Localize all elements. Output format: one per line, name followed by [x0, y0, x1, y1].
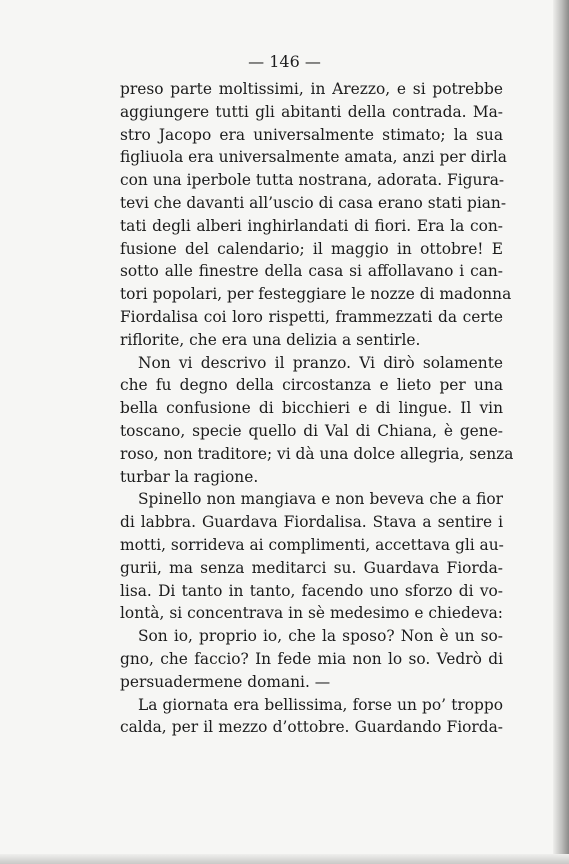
text-line: Fiordalisa coi loro rispetti, frammezzati da certe: [120, 307, 503, 326]
body-text: [120, 78, 514, 739]
text-line: sotto alle finestre della casa si affollavano i can-: [120, 262, 503, 281]
text-line: toscano, specie quello di Val di Chiana, è gene-: [120, 421, 503, 440]
text-line: bella confusione di bicchieri e di lingue. Il vin: [120, 399, 503, 418]
text-line: roso, non traditore; vi dà una dolce allegria, senza: [120, 444, 514, 463]
text-line: calda, per il mezzo d’ottobre. Guardando Fiorda-: [120, 718, 503, 737]
text-line: fusione del calendario; il maggio in ottobre! E: [120, 239, 503, 258]
text-line: Son io, proprio io, che la sposo? Non è un so-: [138, 627, 503, 646]
text-line: La giornata era bellissima, forse un po’ troppo: [138, 695, 503, 714]
text-line: lontà, si concentrava in sè medesimo e chiedeva:: [120, 604, 503, 623]
text-line: gurii, ma senza meditarci su. Guardava Fiorda-: [120, 558, 503, 577]
text-line: che fu degno della circostanza e lieto per una: [120, 376, 503, 395]
text-line: stro Jacopo era universalmente stimato; la sua: [120, 125, 503, 144]
text-line: Non vi descrivo il pranzo. Vi dirò solamente: [138, 353, 503, 372]
page-number: — 146 —: [248, 52, 321, 71]
text-line: persuadermene domani. —: [120, 672, 331, 691]
text-line: aggiungere tutti gli abitanti della contrada. Ma-: [120, 102, 503, 121]
text-line: turbar la ragione.: [120, 467, 259, 486]
text-line: motti, sorrideva ai complimenti, accettava gli au-: [120, 535, 504, 554]
text-line: lisa. Di tanto in tanto, facendo uno sforzo di vo-: [120, 581, 503, 600]
page-bottom-edge: [0, 854, 569, 864]
text-line: preso parte moltissimi, in Arezzo, e si potrebbe: [120, 80, 503, 98]
text-line: con una iperbole tutta nostrana, adorata. Figura-: [120, 171, 505, 190]
text-line: tori popolari, per festeggiare le nozze di madonna: [120, 285, 512, 304]
text-line: di labbra. Guardava Fiordalisa. Stava a sentire i: [120, 513, 503, 532]
text-line: figliuola era universalmente amata, anzi per dirla: [120, 148, 507, 167]
text-line: gno, che faccio? In fede mia non lo so. Vedrò di: [120, 649, 503, 668]
text-line: tati degli alberi inghirlandati di fiori. Era la con-: [120, 216, 503, 235]
text-line: riflorite, che era una delizia a sentirle.: [120, 330, 421, 349]
page-edge-shadow: [553, 0, 569, 864]
text-line: tevi che davanti all’uscio di casa erano stati pian-: [120, 193, 507, 212]
text-line: Spinello non mangiava e non beveva che a fior: [138, 490, 503, 509]
